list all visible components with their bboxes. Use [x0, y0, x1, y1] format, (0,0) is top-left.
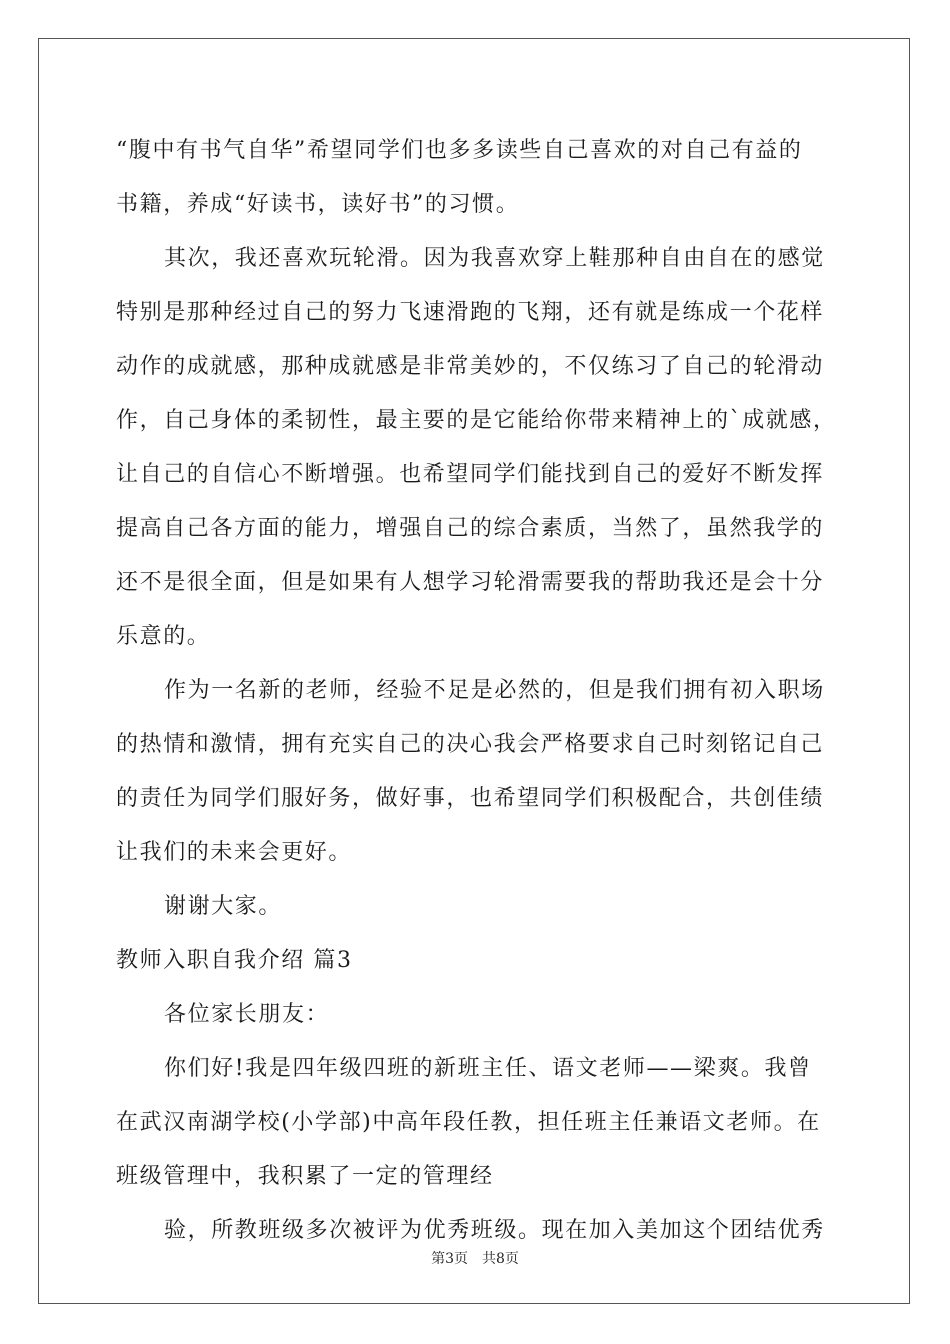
text-line: 作为一名新的老师，经验不足是必然的，但是我们拥有初入职场 [164, 678, 825, 703]
text-line: 特别是那种经过自己的努力飞速滑跑的飞翔，还有就是练成一个花样 [116, 300, 825, 325]
page-number: 第3页 共8页 [431, 1251, 519, 1267]
text-line: “腹中有书气自华”希望同学们也多多读些自己喜欢的对自己有益的 [116, 138, 803, 163]
text-line: 验，所教班级多次被评为优秀班级。现在加入美加这个团结优秀 [164, 1218, 825, 1243]
text-line: 作，自己身体的柔韧性，最主要的是它能给你带来精神上的`成就感， [116, 408, 837, 433]
text-line: 书籍，养成“好读书，读好书”的习惯。 [116, 192, 520, 217]
text-line: 在武汉南湖学校(小学部)中高年段任教，担任班主任兼语文老师。在 [116, 1110, 821, 1135]
text-line: 班级管理中，我积累了一定的管理经 [116, 1164, 494, 1189]
text-line: 提高自己各方面的能力，增强自己的综合素质，当然了，虽然我学的 [116, 516, 825, 541]
text-line: 谢谢大家。 [164, 894, 283, 919]
section-heading: 教师入职自我介绍 篇3 [116, 948, 353, 973]
text-line: 让自己的自信心不断增强。也希望同学们能找到自己的爱好不断发挥 [116, 462, 825, 487]
text-line: 的热情和激情，拥有充实自己的决心我会严格要求自己时刻铭记自己 [116, 732, 825, 757]
document-body [116, 124, 836, 1258]
text-line: 的责任为同学们服好务，做好事，也希望同学们积极配合，共创佳绩 [116, 786, 825, 811]
text-line: 动作的成就感，那种成就感是非常美妙的，不仅练习了自己的轮滑动 [116, 354, 825, 379]
text-line: 让我们的未来会更好。 [116, 840, 353, 865]
text-line: 还不是很全面，但是如果有人想学习轮滑需要我的帮助我还是会十分 [116, 570, 825, 595]
text-line: 其次，我还喜欢玩轮滑。因为我喜欢穿上鞋那种自由自在的感觉 [164, 246, 825, 271]
text-line: 乐意的。 [116, 624, 211, 649]
text-line: 你们好!我是四年级四班的新班主任、语文老师——梁爽。我曾 [164, 1056, 812, 1081]
text-line: 各位家长朋友： [164, 1002, 330, 1027]
